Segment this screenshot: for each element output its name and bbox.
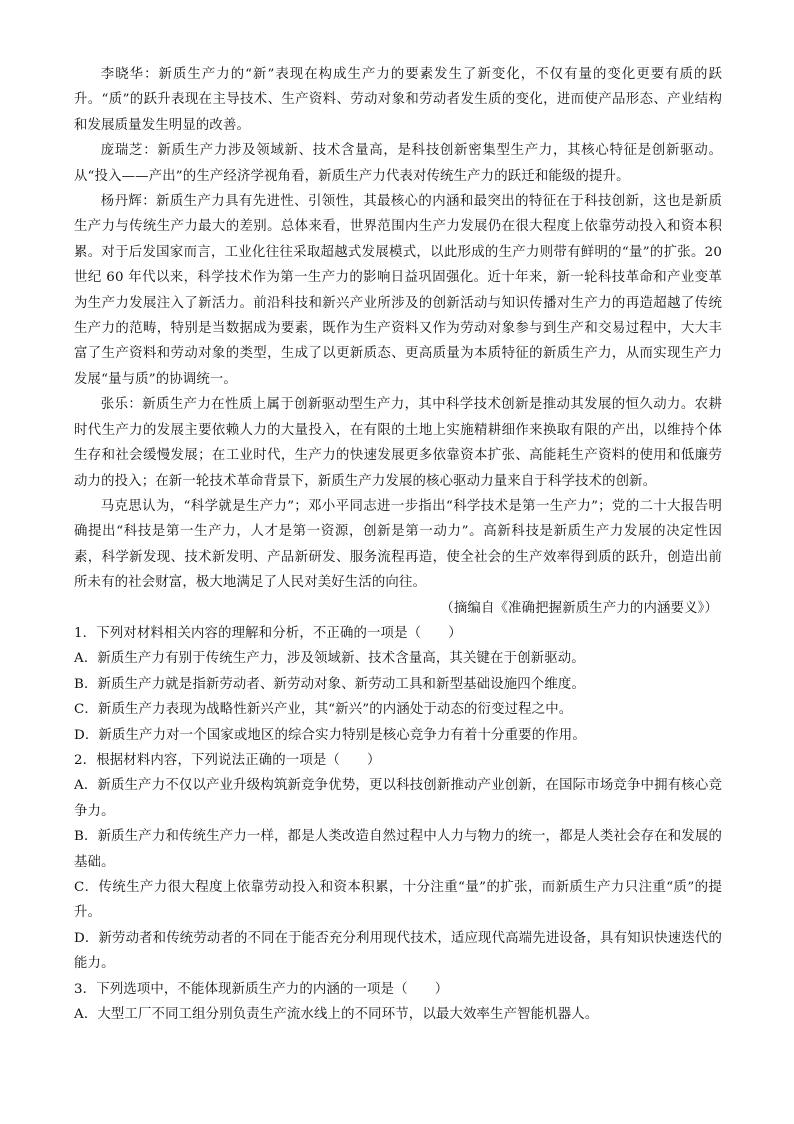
question-stem: 2．根据材料内容，下列说法正确的一项是（ ） xyxy=(74,752,381,768)
question-stem: 1．下列对材料相关内容的理解和分析，不正确的一项是（ ） xyxy=(74,625,462,641)
option-c: C．新质生产力表现为战略性新兴产业，其“新兴”的内涵处于动态的衍变过程之中。 xyxy=(74,702,573,718)
question-2 xyxy=(74,748,722,977)
question-1 xyxy=(74,621,722,748)
option-b: B．新质生产力就是指新劳动者、新劳动对象、新劳动工具和新型基础设施四个维度。 xyxy=(74,676,585,692)
source-citation: （摘编自《准确把握新质生产力的内涵要义》） xyxy=(440,600,718,616)
option-b: B．新质生产力和传统生产力一样，都是人类改造自然过程中人力与物力的统一，都是人类社会存在和发展的基础。 xyxy=(74,829,722,870)
question-stem: 3．下列选项中，不能体现新质生产力的内涵的一项是（ ） xyxy=(74,981,449,997)
question-3 xyxy=(74,977,722,1028)
paragraph-zhang-le: 张乐：新质生产力在性质上属于创新驱动型生产力，其中科学技术创新是推动其发展的恒久动力。农耕时代生产力的发展主要依赖人力的大量投入，在有限的土地上实施精耕细作来换取有限的产出，以维持个体生存和社会缓慢发展；在工业时代，生产力的快速发展更多依靠资本扩张、高能耗生产资料的使用和低廉劳动力的投入；在新一轮技术革命背景下，新质生产力发展的核心驱动力量来自于科学技术的创新。 xyxy=(74,397,722,489)
option-a: A．新质生产力不仅以产业升级构筑新竞争优势，更以科技创新推动产业创新，在国际市场竞争中拥有核心竞争力。 xyxy=(74,778,722,819)
paragraph-li-xiaohua: 李晓华：新质生产力的“新”表现在构成生产力的要素发生了新变化，不仅有量的变化更要有质的跃升。“质”的跃升表现在主导技术、生产资料、劳动对象和劳动者发生质的变化，进而使产品形态、产业结构和发展质量发生明显的改善。 xyxy=(74,67,722,133)
paragraph-yang-danhui: 杨丹辉：新质生产力具有先进性、引领性，其最核心的内涵和最突出的特征在于科技创新，这也是新质生产力与传统生产力最大的差别。总体来看，世界范围内生产力发展仍在很大程度上依靠劳动投入和资本积累。对于后发国家而言，工业化往往采取超越式发展模式，以此形成的生产力则带有鲜明的“量”的扩张。20 世纪 60 年代以来，科学技术作为第一生产力的影响日益巩固强化。近十年来，新一轮科技革命和产业变革为生产力发展注入了新活力。前沿科技和新兴产业所涉及的创新活动与知识传播对生产力的再造超越了传统生产力的范畴，特别是当数据成为要素，既作为生产资料又作为劳动对象参与到生产和交易过程中，大大丰富了生产资料和劳动对象的类型，生成了以更新质态、更高质量为本质特征的新质生产力，从而实现生产力发展“量与质”的协调统一。 xyxy=(74,194,722,387)
paragraph-conclusion: 马克思认为，“科学就是生产力”；邓小平同志进一步指出“科学技术是第一生产力”；党的二十大报告明确提出“科技是第一生产力，人才是第一资源，创新是第一动力”。高新科技是新质生产力发展的决定性因素，科学新发现、技术新发明、产品新研发、服务流程再造，使全社会的生产效率得到质的跃升，创造出前所未有的社会财富，极大地满足了人民对美好生活的向往。 xyxy=(74,498,722,591)
option-a: A．新质生产力有别于传统生产力，涉及领域新、技术含量高，其关键在于创新驱动。 xyxy=(74,651,585,667)
option-d: D．新劳动者和传统劳动者的不同在于能否充分利用现代技术，适应现代高端先进设备，具有知识快速迭代的能力。 xyxy=(74,930,722,972)
option-d: D．新质生产力对一个国家或地区的综合实力特别是核心竞争力有着十分重要的作用。 xyxy=(74,727,586,743)
option-c: C．传统生产力很大程度上依靠劳动投入和资本积累，十分注重“量”的扩张，而新质生产力只注重“质”的提升。 xyxy=(74,880,722,921)
option-a: A．大型工厂不同工组分别负责生产流水线上的不同环节，以最大效率生产智能机器人。 xyxy=(74,1007,599,1023)
exam-page xyxy=(74,62,722,1027)
paragraph-pang-ruizhi: 庞瑞芝：新质生产力涉及领域新、技术含量高，是科技创新密集型生产力，其核心特征是创新驱动。从“投入——产出”的生产经济学视角看，新质生产力代表对传统生产力的跃迁和能级的提升。 xyxy=(74,143,722,184)
